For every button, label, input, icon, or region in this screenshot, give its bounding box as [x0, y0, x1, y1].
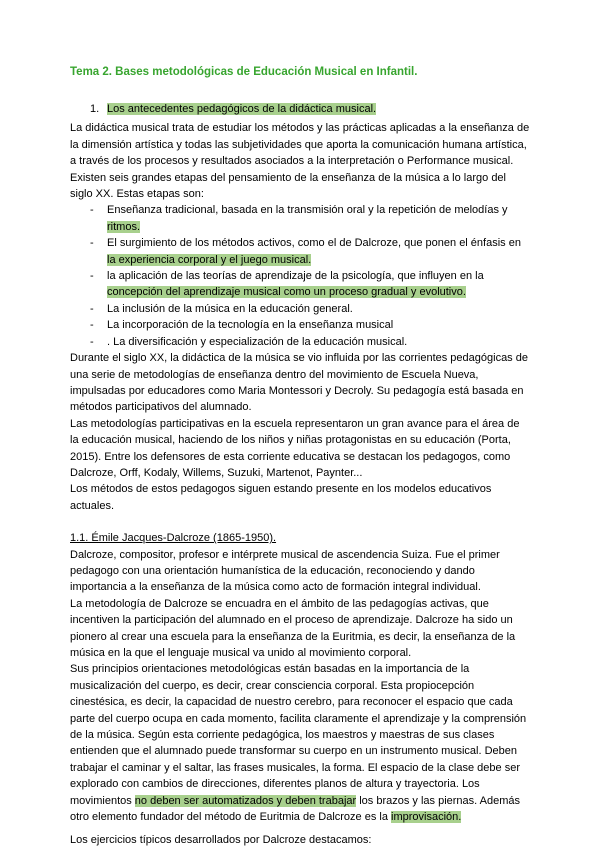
highlighted-text: concepción del aprendizaje musical como un proceso gradual y evolutivo. [107, 286, 466, 299]
highlighted-text: Los antecedentes pedagógicos de la didáctica musical. [107, 103, 377, 115]
paragraph [70, 120, 530, 202]
paragraph [70, 350, 530, 416]
document-body [70, 101, 530, 849]
subsection-heading [70, 530, 530, 546]
text-run: La metodología de Dalcroze se encuadra en el ámbito de las pedagogías activas, que incentiven la participación del alumnado en el proceso de aprendizaje. Dalcroze ha sido un pionero al crear una escuela para la enseñanza de la Euritmia, es decir, la enseñanza de la música en la que el lenguaje musical va unido al movimiento corporal. [70, 597, 516, 659]
highlighted-text: improvisación. [391, 811, 462, 824]
text-run: Durante el siglo XX, la didáctica de la música se vio influida por las corrientes pedagógicas de una serie de metodologías de enseñanza dentro del movimiento de Escuela Nueva, impulsadas por educadores como Maria Montessori y Decroly. Su pedagogía está basada en métodos participativos del alumnado. [70, 352, 528, 414]
text-run: Enseñanza tradicional, basada en la transmisión oral y la repetición de melodías y [107, 204, 508, 217]
text-run: Los métodos de estos pedagogos siguen estando presente en los modelos educativos actuales. [70, 483, 492, 512]
text-run: . La diversificación y especialización de la educación musical. [107, 335, 408, 348]
section-number: 1. [90, 103, 100, 115]
paragraph [70, 416, 530, 482]
paragraph [70, 661, 530, 825]
section-heading [70, 101, 530, 117]
text-run: La didáctica musical trata de estudiar los métodos y las prácticas aplicadas a la enseñanza de la dimensión artística y todas las subjetividades que aporta la comunicación humana artística, a través de los procesos y resultados asociados a la interpretación o Performance musical. Existen seis grandes etapas del pensamiento de la enseñanza de la música a lo largo del siglo XX. Estas etapas son: [70, 122, 530, 201]
text-run: Los ejercicios típicos desarrollados por Dalcroze destacamos: [70, 834, 372, 847]
text-run: El surgimiento de los métodos activos, como el de Dalcroze, que ponen el énfasis en [107, 237, 521, 250]
highlighted-text: la experiencia corporal y el juego musical. [107, 253, 312, 266]
paragraph [70, 832, 530, 848]
list-item [70, 268, 530, 301]
highlighted-text: ritmos. [107, 220, 140, 233]
text-run: Dalcroze, compositor, profesor e intérprete musical de ascendencia Suiza. Fue el primer pedagogo con una orientación humanística de la educación, reconociendo y dando importancia a la enseñanza de la música como acto de formación integral individual. [70, 548, 500, 594]
list-item [70, 301, 530, 317]
highlighted-text: no deben ser automatizados y deben trabajar [134, 794, 357, 807]
text-run: 1.1. Émile Jacques-Dalcroze (1865-1950). [70, 532, 277, 545]
bullet-list [70, 202, 530, 350]
text-run: Sus principios orientaciones metodológicas están basadas en la importancia de la musicalización del cuerpo, es decir, crear consciencia corporal. Esta propiocepción cinestésica, es decir, la capacidad de nuestro cerebro, para reconocer el espacio que cada parte del cuerpo ocupa en cada momento, facilita claramente el aprendizaje y la comprensión de la música. Según esta corriente pedagógica, los maestros y maestras de sus clases entienden que el alumnado puede transformar su cuerpo en un instrumento musical. Deben trabajar el caminar y el saltar, las frases musicales, la forma. El espacio de la clase debe ser explorado con cambios de direcciones, diferentes planos de altura y trayectoria. Los movimientos [70, 663, 527, 807]
list-item [70, 235, 530, 268]
text-run: Las metodologías participativas en la escuela representaron un gran avance para el área de la educación musical, haciendo de los niños y niñas protagonistas en su educación (Porta, 2015). Entre los defensores de esta corriente educativa se destacan los pedagogos, como Dalcroze, Orff, Kodaly, Willems, Suzuki, Martenot, Paynter... [70, 417, 520, 479]
list-item [70, 317, 530, 333]
text-run: La inclusión de la música en la educación general. [107, 302, 353, 315]
document-title: Tema 2. Bases metodológicas de Educación Musical en Infantil. [70, 66, 418, 78]
text-run: los brazos y las piernas. Además otro elemento fundador del método de Euritmia de Dalcroze es la [70, 794, 521, 824]
paragraph [70, 596, 530, 662]
list-item [70, 334, 530, 350]
paragraph [70, 481, 530, 514]
text-run: La incorporación de la tecnología en la enseñanza musical [107, 319, 394, 332]
list-item [70, 202, 530, 235]
text-run: la aplicación de las teorías de aprendizaje de la psicología, que influyen en la [107, 270, 484, 283]
paragraph [70, 547, 530, 596]
